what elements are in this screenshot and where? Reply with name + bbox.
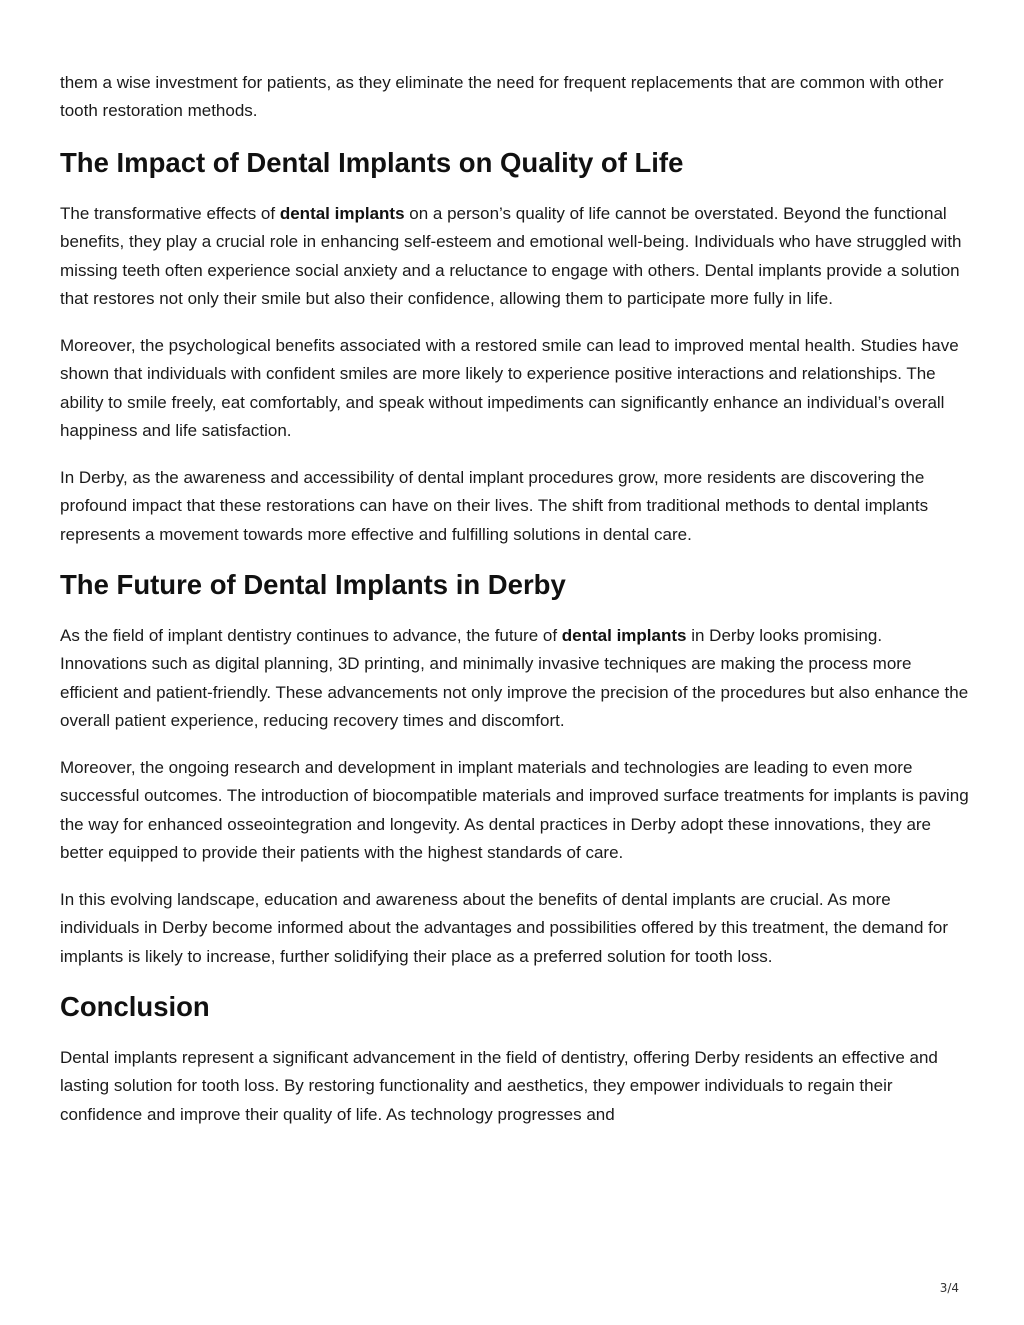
bold-term: dental implants — [279, 203, 405, 223]
text-run: on a person’s quality of life cannot be overstated. Beyond the functional benefits, they play a crucial role in enhancing self-esteem and emotional well-being. Individuals who have struggled with missing teeth often experience social anxiety and a reluctance to engage with others. Dental implants provide a solution that restores not only their smile but also their confidence, allowing them to participate more fully in life. — [60, 203, 962, 309]
impact-paragraph-1 — [60, 200, 970, 314]
impact-paragraph-3: In Derby, as the awareness and accessibility of dental implant procedures grow, more residents are discovering the profound impact that these restorations can have on their lives. The shift from traditional methods to dental implants represents a movement towards more effective and fulfilling solutions in dental care. — [60, 468, 929, 544]
section-heading-conclusion: Conclusion — [60, 990, 210, 1022]
future-paragraph-3: In this evolving landscape, education and awareness about the benefits of dental implants are crucial. As more individuals in Derby become informed about the advantages and possibilities offered by this treatment, the demand for implants is likely to increase, further solidifying their place as a preferred solution for tooth loss. — [60, 890, 948, 966]
intro-paragraph: them a wise investment for patients, as they eliminate the need for frequent replacements that are common with other tooth restoration methods. — [60, 73, 944, 121]
document-page — [60, 69, 970, 1147]
text-run: As the field of implant dentistry continues to advance, the future of — [60, 625, 562, 645]
conclusion-paragraph-1: Dental implants represent a significant advancement in the field of dentistry, offering Derby residents an effective and lasting solution for tooth loss. By restoring functionality and aesthetics, they empower individuals to regain their confidence and improve their quality of life. As technology progresses and — [60, 1047, 938, 1124]
future-paragraph-2: Moreover, the ongoing research and development in implant materials and technologies are leading to even more successful outcomes. The introduction of biocompatible materials and improved surface treatments for implants is paving the way for enhanced osseointegration and longevity. As dental practices in Derby adopt these innovations, they are better equipped to provide their patients with the highest standards of care. — [60, 757, 969, 863]
text-run: in Derby looks promising. Innovations such as digital planning, 3D printing, and minimally invasive techniques are making the process more efficient and patient-friendly. These advancements not only improve the precision of the procedures but also enhance the overall patient experience, reducing recovery times and discomfort. — [60, 625, 969, 730]
section-heading-impact: The Impact of Dental Implants on Quality of Life — [60, 146, 684, 178]
impact-paragraph-2: Moreover, the psychological benefits associated with a restored smile can lead to improved mental health. Studies have shown that individuals with confident smiles are more likely to experience positive interactions and relationships. The ability to smile freely, eat comfortably, and speak without impediments can significantly enhance an individual’s overall happiness and life satisfaction. — [60, 335, 959, 441]
section-heading-future: The Future of Dental Implants in Derby — [60, 568, 566, 600]
text-run: The transformative effects of — [60, 203, 280, 223]
page-number: 3/4 — [939, 1281, 959, 1295]
future-paragraph-1 — [60, 622, 970, 736]
bold-term: dental implants — [561, 625, 687, 645]
